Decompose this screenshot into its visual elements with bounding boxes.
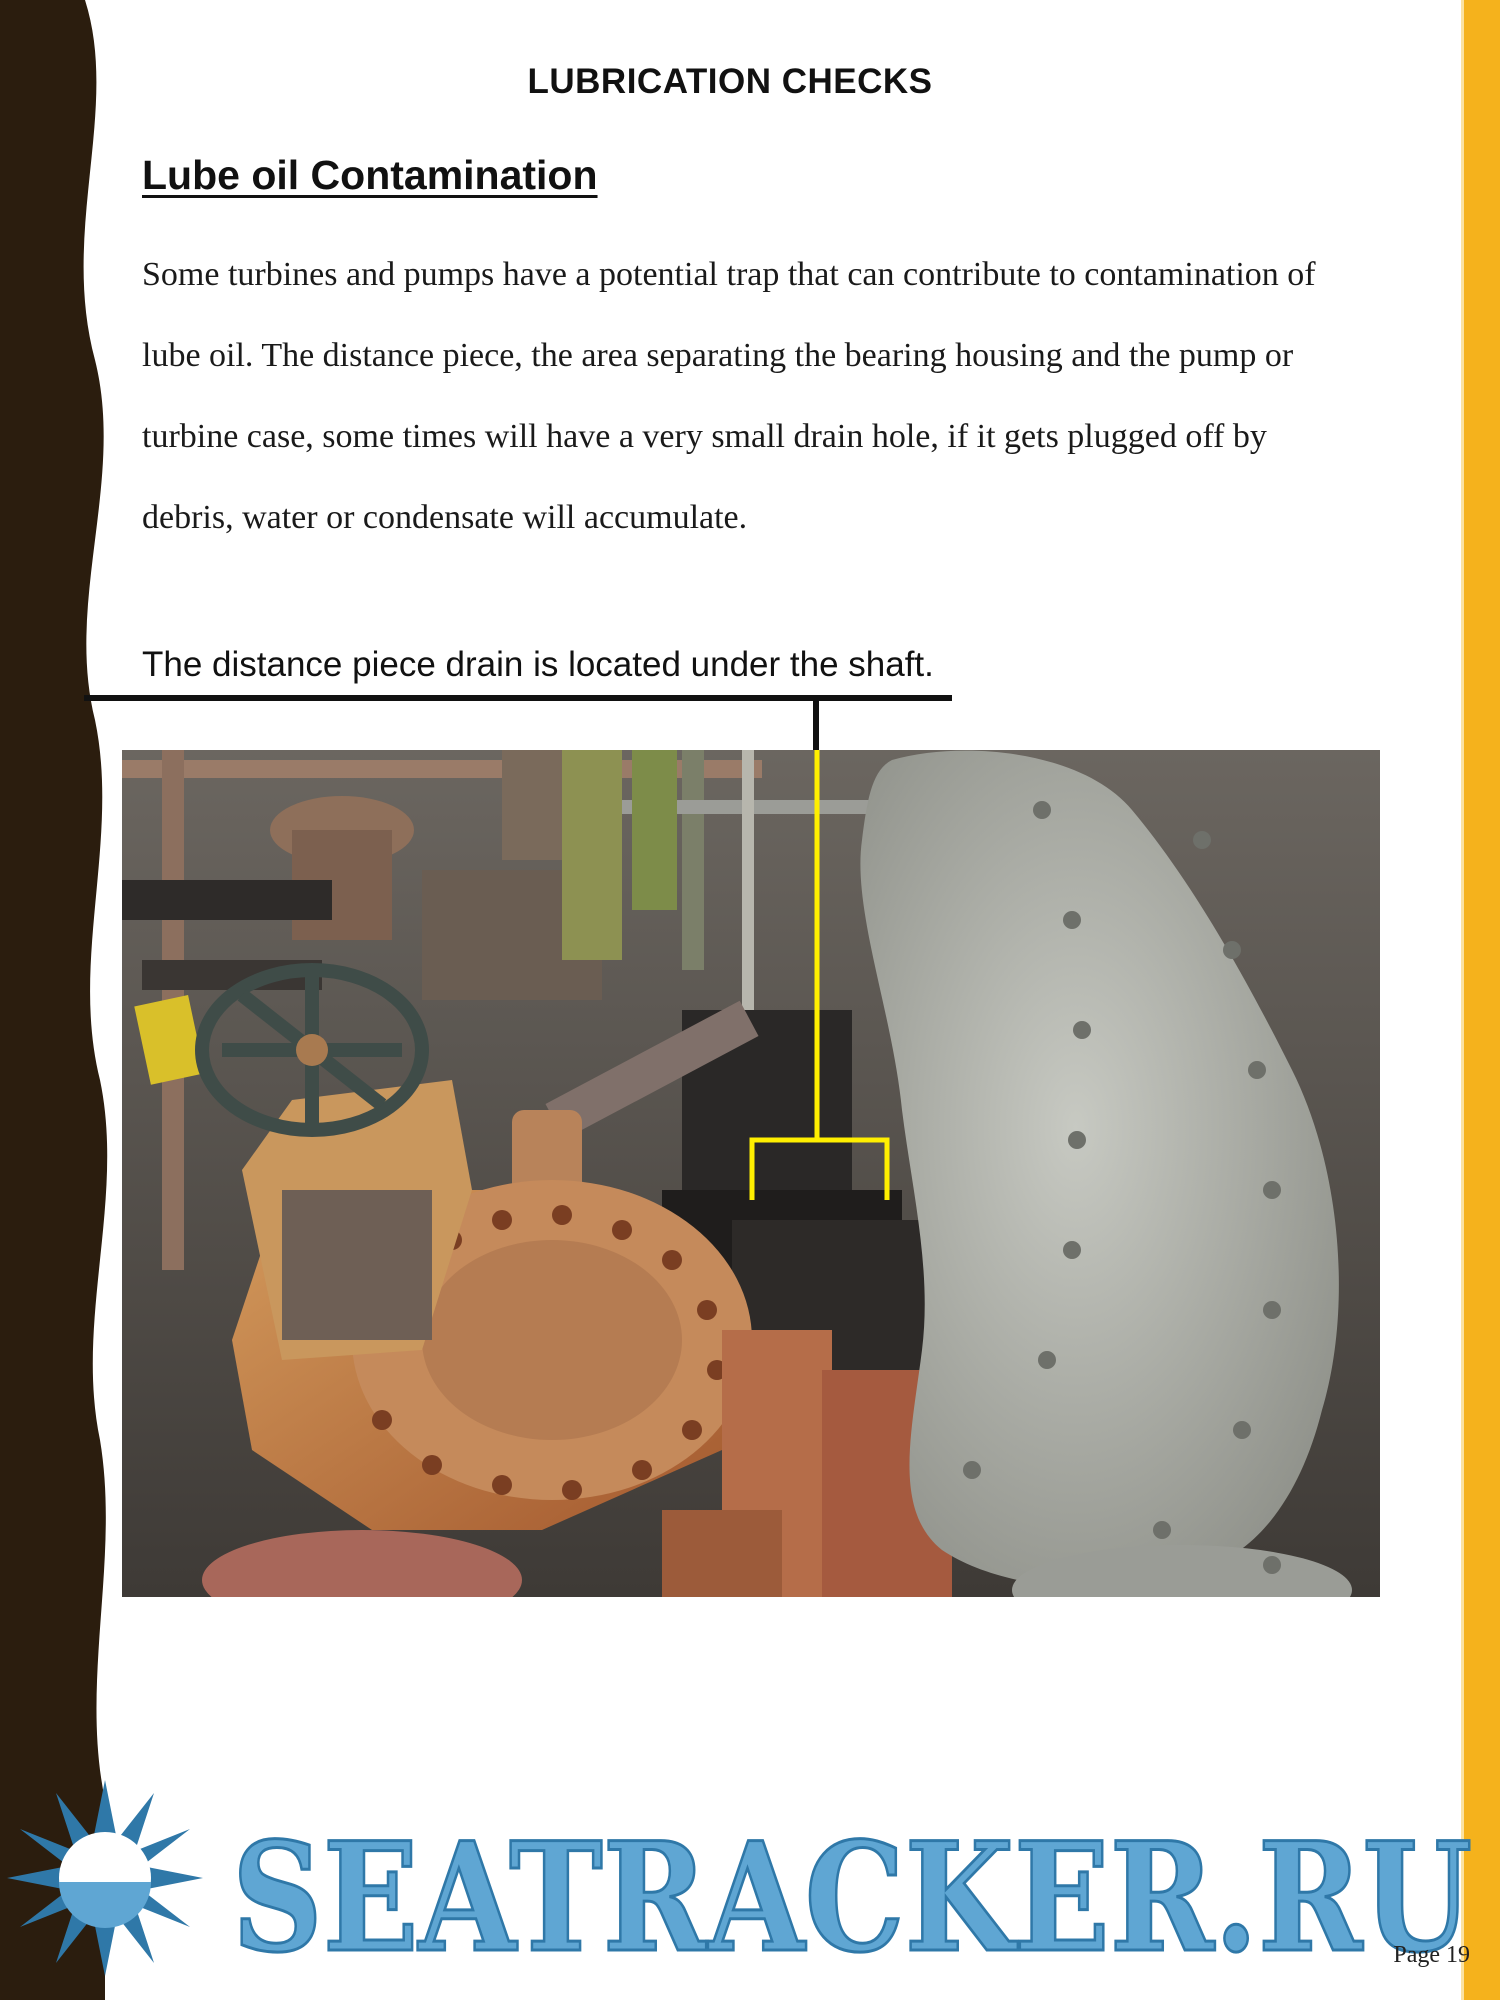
watermark-text: SEATRACKER.RU <box>232 1810 1472 1980</box>
caption-leader-line <box>84 695 952 701</box>
left-decorative-band <box>0 0 140 2000</box>
page-title: LUBRICATION CHECKS <box>527 62 933 101</box>
right-accent-band <box>1464 0 1500 2000</box>
watermark <box>0 1780 1500 1980</box>
machinery-photo <box>122 750 1380 1597</box>
machinery-illustration <box>122 750 1380 1597</box>
sun-logo <box>7 1780 203 1976</box>
body-paragraph: Some turbines and pumps have a potential trap that can contribute to contamination of lube oil. The distance piece, the area separating the bearing housing and the pump or turbine case, some times will have a very small drain hole, if it gets plugged off by debris, water or condensate will accumulate. <box>142 256 1316 536</box>
section-heading: Lube oil Contamination <box>142 152 598 198</box>
photo-caption: The distance piece drain is located under the shaft. <box>142 645 934 684</box>
watermark-graphic <box>0 1780 1500 1980</box>
caption-leader-drop <box>813 700 819 752</box>
page-number: Page 19 <box>1393 1942 1470 1968</box>
